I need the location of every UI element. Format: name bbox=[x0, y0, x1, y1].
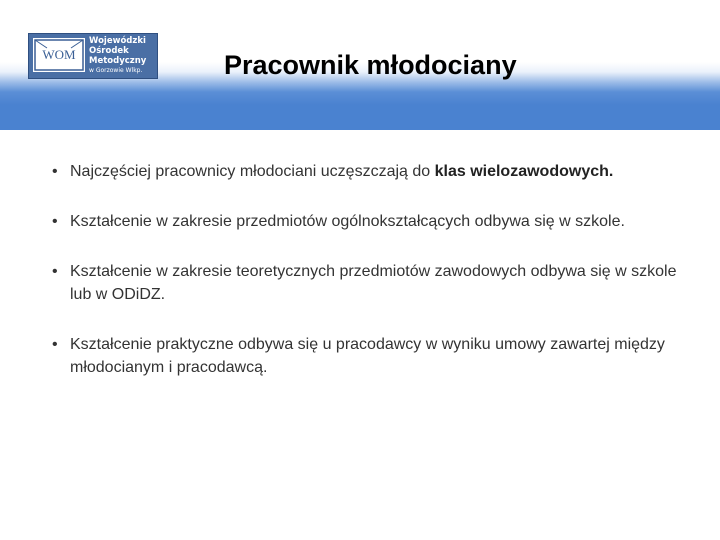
bullet-item-3 bbox=[52, 260, 682, 306]
wom-logo bbox=[28, 33, 158, 79]
logo-mark-text: WOM bbox=[42, 47, 76, 62]
logo-line-4: w Gorzowie Wlkp. bbox=[89, 67, 143, 74]
header-band bbox=[0, 0, 720, 130]
logo-text bbox=[89, 36, 146, 75]
bullet-1-text: Najczęściej pracownicy młodociani uczęszczają do bbox=[70, 163, 435, 180]
bullet-4-text: Kształcenie praktyczne odbywa się u pracodawcy w wyniku umowy zawartej między młodocianym i pracodawcą. bbox=[70, 336, 665, 376]
logo-line-1: Wojewódzki bbox=[89, 36, 146, 46]
bullet-item-1 bbox=[52, 160, 682, 183]
bullet-1-bold: klas wielozawodowych. bbox=[434, 163, 614, 180]
bullet-item-4 bbox=[52, 333, 682, 379]
bullet-list bbox=[52, 160, 682, 406]
slide-title: Pracownik młodociany bbox=[224, 50, 517, 80]
bullet-item-2 bbox=[52, 210, 682, 233]
logo-mark bbox=[33, 38, 85, 72]
logo-line-3: Metodyczny bbox=[89, 56, 147, 66]
bullet-2-text: Kształcenie w zakresie przedmiotów ogólnokształcących odbywa się w szkole. bbox=[70, 213, 625, 230]
logo-frame-icon bbox=[33, 38, 85, 72]
logo-line-2: Ośrodek bbox=[89, 46, 129, 56]
bullet-3-text: Kształcenie w zakresie teoretycznych przedmiotów zawodowych odbywa się w szkole lub w ODiDZ. bbox=[70, 263, 677, 303]
